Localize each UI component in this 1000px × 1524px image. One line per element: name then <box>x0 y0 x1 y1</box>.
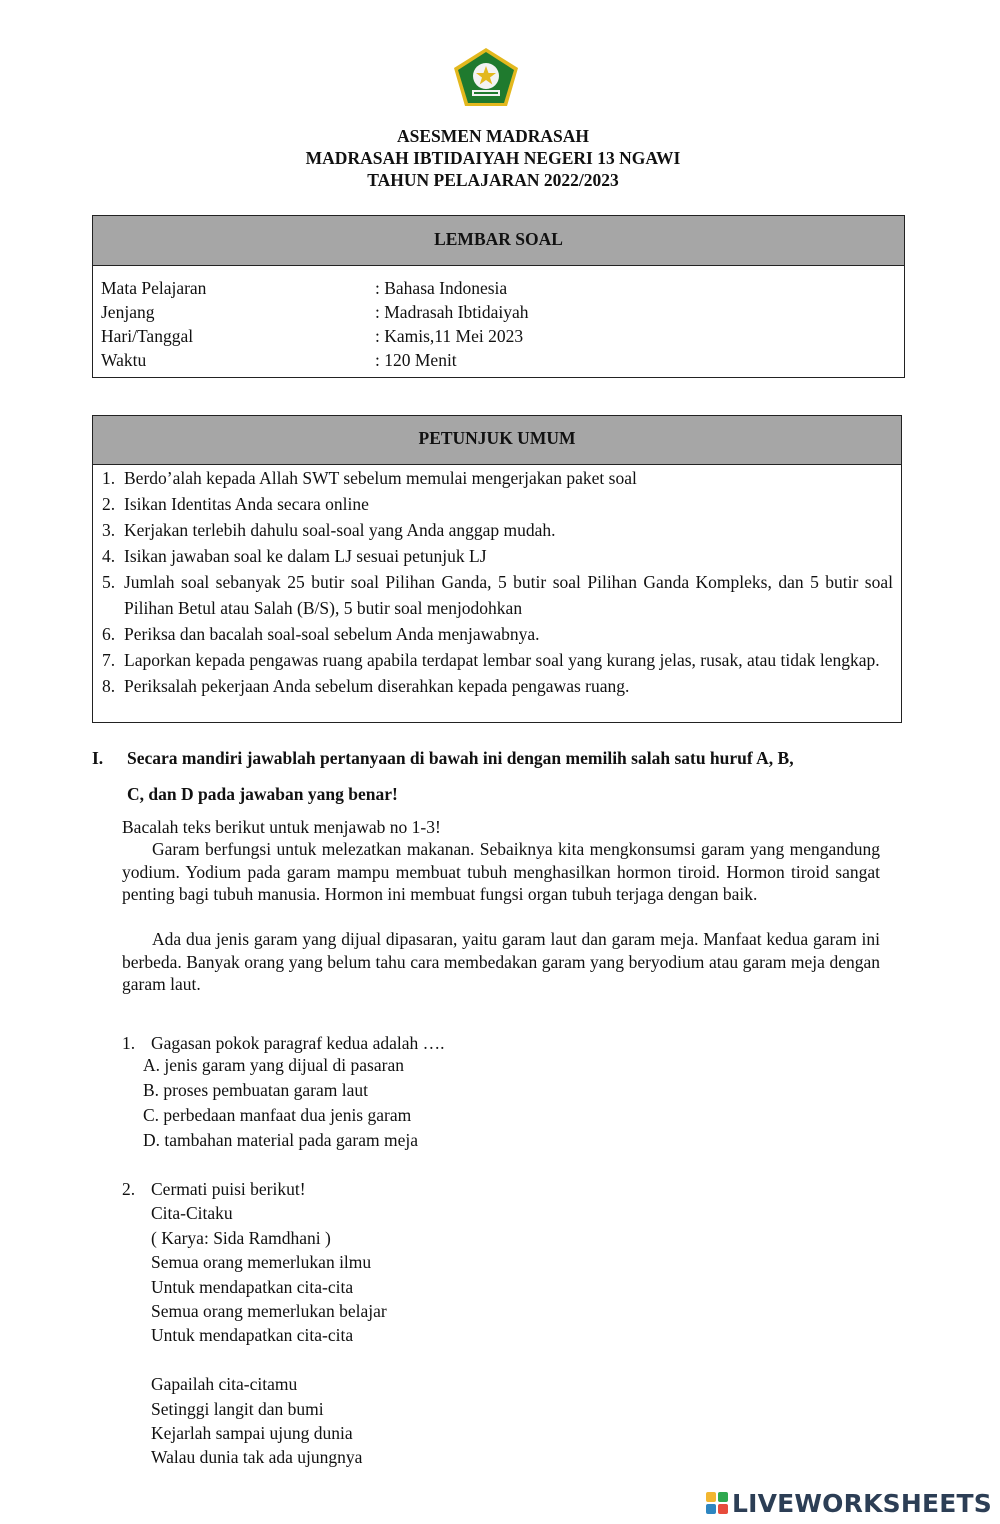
poem-line: Untuk mendapatkan cita-cita <box>151 1325 354 1346</box>
answer-option: B. proses pembuatan garam laut <box>143 1080 369 1100</box>
ministry-logo <box>452 46 520 108</box>
poem-line: Gapailah cita-citamu <box>151 1374 298 1395</box>
instruction-item: 2. Isikan Identitas Anda secara online <box>102 494 369 514</box>
question-1-number: 1. <box>122 1033 136 1053</box>
info-label: Hari/Tanggal <box>101 326 194 346</box>
instruction-item: 7. Laporkan kepada pengawas ruang apabila terdapat lembar soal yang kurang jelas, rusak, atau tidak lengkap. <box>102 650 880 670</box>
liveworksheets-brand[interactable] <box>706 1486 992 1520</box>
petunjuk-umum-title: PETUNJUK UMUM <box>93 416 901 465</box>
reading-paragraph-1: Garam berfungsi untuk melezatkan makanan. Sebaiknya kita mengkonsumsi garam yang mengandung yodium. Yodium pada garam mampu membuat tubuh menghasilkan hormon tiroid. Hormon tiroid sangat penting bagi tubuh manusia. Hormon ini membuat fungsi organ tubuh terjaga dengan baik. <box>122 839 880 904</box>
instruction-item: 5. Jumlah soal sebanyak 25 butir soal Pilihan Ganda, 5 butir soal Pilihan Ganda Kompleks, dan 5 butir soal Pilihan Betul atau Salah (B/S), 5 butir soal menjodohkan <box>102 572 893 618</box>
answer-option: A. jenis garam yang dijual di pasaran <box>143 1055 404 1075</box>
lembar-soal-box <box>92 215 905 378</box>
instruction-item: 3. Kerjakan terlebih dahulu soal-soal yang Anda anggap mudah. <box>102 520 556 540</box>
info-value: : Bahasa Indonesia <box>375 278 508 298</box>
answer-option: D. tambahan material pada garam meja <box>143 1130 419 1150</box>
header-school: MADRASAH IBTIDAIYAH NEGERI 13 NGAWI <box>305 148 681 168</box>
poem-line: Setinggi langit dan bumi <box>151 1398 324 1419</box>
info-label: Jenjang <box>101 302 155 322</box>
poem-author: ( Karya: Sida Ramdhani ) <box>151 1227 331 1248</box>
header-title: ASESMEN MADRASAH <box>396 126 590 146</box>
instruction-item: 4. Isikan jawaban soal ke dalam LJ sesuai petunjuk LJ <box>102 546 487 566</box>
header-year: TAHUN PELAJARAN 2022/2023 <box>367 170 619 190</box>
poem-line: Semua orang memerlukan ilmu <box>151 1252 372 1273</box>
answer-option: C. perbedaan manfaat dua jenis garam <box>143 1105 412 1125</box>
question-2-body <box>151 1177 651 1470</box>
question-1-options <box>143 1053 418 1153</box>
question-2-text: Cermati puisi berikut! <box>151 1179 306 1199</box>
poem-line: Kejarlah sampai ujung dunia <box>151 1423 353 1444</box>
reading-paragraph-2: Ada dua jenis garam yang dijual dipasaran, yaitu garam laut dan garam meja. Manfaat kedua garam ini berbeda. Banyak orang yang belum tahu cara membedakan garam yang beryodium atau garam meja dengan garam laut. <box>122 929 880 994</box>
info-label: Waktu <box>101 350 147 370</box>
instruction-item: 1. Berdo’alah kepada Allah SWT sebelum memulai mengerjakan paket soal <box>102 468 637 488</box>
document-header <box>0 125 986 191</box>
info-value: : Kamis,11 Mei 2023 <box>375 326 524 346</box>
poem-line: Walau dunia tak ada ujungnya <box>151 1447 363 1468</box>
question-2-number: 2. <box>122 1179 136 1199</box>
stanza-gap <box>151 1348 651 1372</box>
section-numeral: I. <box>92 748 104 768</box>
reading-intro: Bacalah teks berikut untuk menjawab no 1-3! <box>122 817 441 837</box>
petunjuk-umum-box <box>92 415 902 723</box>
lembar-soal-title: LEMBAR SOAL <box>93 216 904 266</box>
instruction-list <box>93 465 901 699</box>
info-value: : Madrasah Ibtidaiyah <box>375 302 529 322</box>
brand-logo-icon <box>706 1492 728 1514</box>
section-instruction-line2: C, dan D pada jawaban yang benar! <box>127 784 398 804</box>
poem-line: Untuk mendapatkan cita-cita <box>151 1276 354 1297</box>
info-label: Mata Pelajaran <box>101 278 207 298</box>
question-1-text: Gagasan pokok paragraf kedua adalah …. <box>151 1033 445 1053</box>
info-value: : 120 Menit <box>375 350 457 370</box>
instruction-item: 6. Periksa dan bacalah soal-soal sebelum Anda menjawabnya. <box>102 624 540 644</box>
brand-name: LIVEWORKSHEETS <box>731 1488 992 1518</box>
instruction-item: 8. Periksalah pekerjaan Anda sebelum diserahkan kepada pengawas ruang. <box>102 676 630 696</box>
poem-line: Semua orang memerlukan belajar <box>151 1301 387 1322</box>
section-instruction-line1: Secara mandiri jawablah pertanyaan di bawah ini dengan memilih salah satu huruf A, B, <box>127 748 794 768</box>
poem-title: Cita-Citaku <box>151 1203 233 1224</box>
